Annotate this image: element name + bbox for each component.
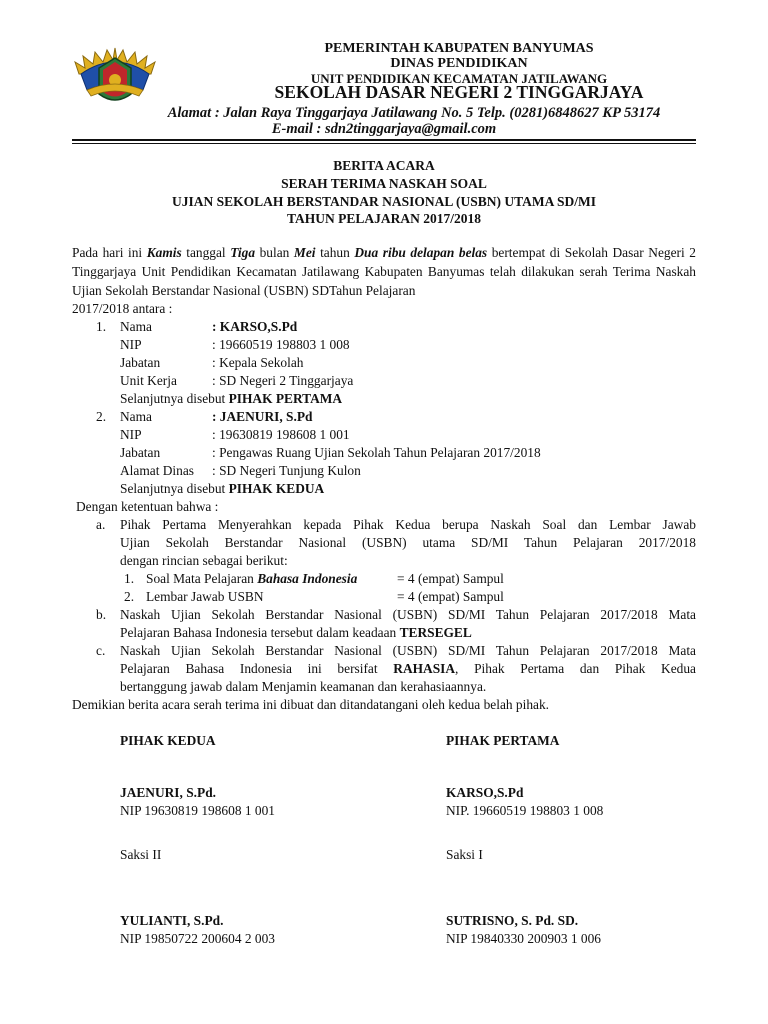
party2-name-value: : JAENURI, S.Pd [212,409,313,424]
party1-position-label: Jabatan [120,355,161,370]
party1-number: 1. [96,319,107,334]
party1-nip-label: NIP [120,337,142,352]
condition-c-text: Pelajaran Bahasa Indonesia ini bersifat [120,661,394,676]
condition-c-marker: c. [96,643,106,658]
intro-year: Dua ribu delapan belas [354,245,488,260]
party2-number: 2. [96,409,107,424]
document-exam-name: UJIAN SEKOLAH BERSTANDAR NASIONAL (USBN) UTAMA SD/MI [171,194,597,209]
condition-c-line [120,660,696,678]
condition-a-marker: a. [96,517,106,532]
party1-position-value: : Kepala Sekolah [212,355,304,370]
intro-paragraph [72,243,696,300]
intro-text: tanggal [181,245,231,260]
signature-left-name: JAENURI, S.Pd. [120,785,216,800]
party2-designation [120,480,324,498]
party2-designation-text: Selanjutnya disebut [120,481,229,496]
party1-name-value: : KARSO,S.Pd [212,319,298,334]
condition-c-text: , Pihak Pertama dan Pihak Kedua [455,661,696,676]
witness-right-nip: NIP 19840330 200903 1 006 [446,931,601,946]
item1-number: 1. [124,571,135,586]
signature-left-header: PIHAK KEDUA [120,733,216,748]
witness-right-name: SUTRISNO, S. Pd. SD. [446,913,579,928]
witness-left-name: YULIANTI, S.Pd. [120,913,224,928]
condition-a-line: dengan rincian sebagai berikut: [120,553,288,568]
party2-nip-label: NIP [120,427,142,442]
party2-address-value: : SD Negeri Tunjung Kulon [212,463,361,478]
condition-b-marker: b. [96,607,107,622]
item1-quantity: = 4 (empat) Sampul [397,571,504,586]
conditions-intro: Dengan ketentuan bahwa : [76,499,219,514]
item2-quantity: = 4 (empat) Sampul [397,589,504,604]
letterhead-address: Alamat : Jalan Raya Tinggarjaya Jatilawang No. 5 Telp. (0281)6848627 KP 53174 [167,105,661,121]
intro-day: Kamis [146,245,182,260]
intro-text: bertempat di Sekolah Dasar Negeri 2 Tinggarjaya Unit Pendidikan Kecamatan Jatilawang Kabupaten Banyumas telah dilakukan serah Terima Naskah Ujian Sekolah Berstandar Nasional (USBN) SDTahun Pelajaran [72,245,696,298]
document-academic-year: TAHUN PELAJARAN 2017/2018 [286,211,481,226]
condition-a-line: Pihak Pertama Menyerahkan kepada Pihak Kedua berupa Naskah Soal dan Lembar Jawab [120,517,696,532]
letterhead-unit: UNIT PENDIDIKAN KECAMATAN JATILAWANG [310,71,608,86]
item1-text: Soal Mata Pelajaran [146,571,258,586]
condition-c-line: bertanggung jawab dalam Menjamin keamanan dan kerahasiaannya. [120,679,487,694]
letterhead-email: E-mail : sdn2tinggarjaya@gmail.com [271,121,497,137]
letterhead-school-name: SEKOLAH DASAR NEGERI 2 TINGGARJAYA [274,82,644,102]
intro-text: Pada hari ini [72,245,147,260]
party2-position-value: : Pengawas Ruang Ujian Sekolah Tahun Pelajaran 2017/2018 [212,445,541,460]
witness-left-label: Saksi II [120,847,162,862]
party1-workplace-label: Unit Kerja [120,373,177,388]
condition-b-status: TERSEGEL [399,625,472,640]
party2-designation-role: PIHAK KEDUA [228,481,325,496]
condition-b-line: Naskah Ujian Sekolah Berstandar Nasional (USBN) SD/MI Tahun Pelajaran 2017/2018 Mata [120,607,696,622]
intro-date: Tiga [230,245,256,260]
intro-paragraph-end: 2017/2018 antara : [72,301,173,316]
letterhead-divider-thick [72,139,696,141]
intro-text: tahun [315,245,355,260]
witness-right-label: Saksi I [446,847,483,862]
intro-text: bulan [255,245,294,260]
party1-name-label: Nama [120,319,152,334]
party2-address-label: Alamat Dinas [120,463,195,478]
signature-right-name: KARSO,S.Pd [446,785,524,800]
party2-nip-value: : 19630819 198608 1 001 [212,427,350,442]
banyumas-regency-emblem-icon [73,38,157,108]
condition-c-status: RAHASIA [393,661,456,676]
party1-designation-text: Selanjutnya disebut [120,391,229,406]
item2-description: Lembar Jawab USBN [146,589,264,604]
signature-left-nip: NIP 19630819 198608 1 001 [120,803,275,818]
party1-nip-value: : 19660519 198803 1 008 [212,337,350,352]
document-subtitle: SERAH TERIMA NASKAH SOAL [281,176,487,191]
condition-a-line: Ujian Sekolah Berstandar Nasional (USBN) utama SD/MI Tahun Pelajaran 2017/2018 [120,535,696,550]
signature-right-header: PIHAK PERTAMA [446,733,560,748]
signature-right-nip: NIP. 19660519 198803 1 008 [446,803,604,818]
condition-b-text: Pelajaran Bahasa Indonesia tersebut dalam keadaan [120,625,400,640]
condition-c-line: Naskah Ujian Sekolah Berstandar Nasional (USBN) SD/MI Tahun Pelajaran 2017/2018 Mata [120,643,696,658]
party2-position-label: Jabatan [120,445,161,460]
party1-workplace-value: : SD Negeri 2 Tinggarjaya [212,373,354,388]
party1-designation [120,390,342,408]
letterhead-government: PEMERINTAH KABUPATEN BANYUMAS [324,41,594,56]
party2-name-label: Nama [120,409,152,424]
item2-number: 2. [124,589,135,604]
item1-description [146,570,357,588]
letterhead-department: DINAS PENDIDIKAN [390,56,528,71]
item1-subject: Bahasa Indonesia [257,571,358,586]
condition-b-line [120,624,472,642]
witness-left-nip: NIP 19850722 200604 2 003 [120,931,275,946]
document-title: BERITA ACARA [333,158,435,173]
intro-month: Mei [293,245,316,260]
party1-designation-role: PIHAK PERTAMA [228,391,343,406]
letterhead-divider-thin [72,143,696,144]
closing-statement: Demikian berita acara serah terima ini dibuat dan ditandatangani oleh kedua belah pihak. [72,697,550,712]
